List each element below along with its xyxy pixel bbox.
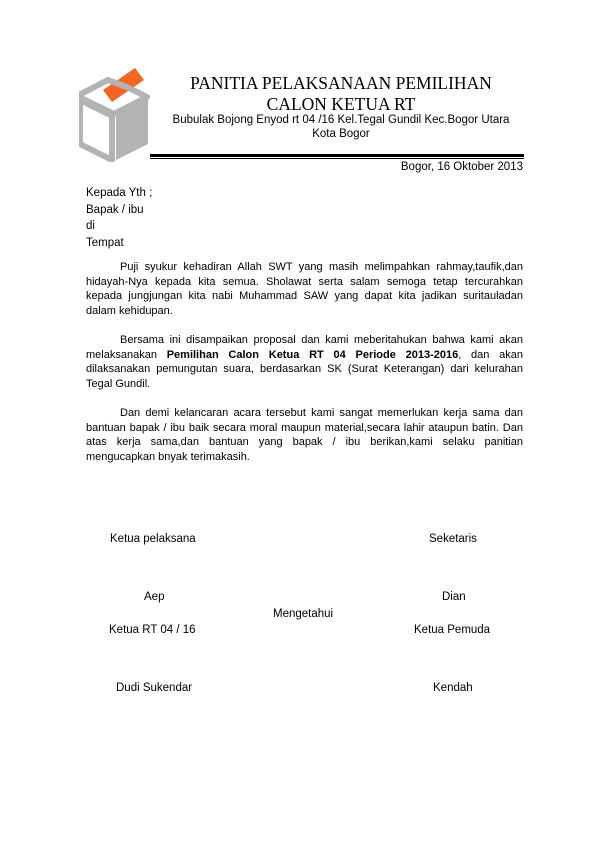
sign-left2-name: Dudi Sukendar — [116, 682, 193, 694]
ballot-box-icon — [79, 68, 151, 162]
recipient-line: Kepada Yth ; — [86, 187, 153, 199]
sign-left-role: Ketua pelaksana — [110, 533, 196, 545]
paragraph-text: Puji syukur kehadiran Allah SWT yang masih melimpahkan rahmay,taufik,dan hidayah-Nya kepada kita semua. Sholawat serta salam semoga tetap tercurahkan kepada jungjungan kita nabi Muhammad SAW yang dapat kita jadikan suritauladan dalam kehidupan. — [86, 261, 523, 317]
sign-right-role: Seketaris — [429, 533, 477, 545]
header-address-line2: Kota Bogor — [312, 128, 370, 140]
header-divider-thick — [150, 154, 524, 157]
sign-left2-role: Ketua RT 04 / 16 — [109, 624, 196, 636]
header-title-line1: PANITIA PELAKSANAAN PEMILIHAN — [190, 73, 492, 93]
header-address-line1: Bubulak Bojong Enyod rt 04 /16 Kel.Tegal Gundil Kec.Bogor Utara — [172, 114, 510, 126]
sign-right2-name: Kendah — [433, 682, 473, 694]
body-paragraph-1 — [86, 260, 523, 318]
recipient-line: Bapak / ibu — [86, 203, 144, 216]
recipient-line: Tempat — [86, 236, 124, 249]
sign-center-label: Mengetahui — [273, 608, 334, 620]
recipient-line: di — [86, 220, 95, 232]
body-paragraph-3 — [86, 406, 523, 464]
event-name: Pemilihan Calon Ketua RT 04 Periode 2013-2016 — [166, 348, 459, 361]
paragraph-text: Bersama ini disampaikan proposal dan kami meberitahukan bahwa kami akan melaksanakan — [86, 334, 523, 361]
header-title-line2: CALON KETUA RT — [266, 94, 416, 114]
letter-date: Bogor, 16 Oktober 2013 — [400, 161, 523, 173]
sign-left-name: Aep — [144, 591, 165, 603]
paragraph-text: Dan demi kelancaran acara tersebut kami sangat memerlukan kerja sama dan bantuan bapak / ibu baik secara moral maupun material,secara lahir ataupun batin. Dan atas kerja sama,dan bantuan yang bapak / ibu berikan,kami selaku panitian mengucapkan bnyak terimakasih. — [86, 407, 523, 463]
paragraph-text: , dan akan dilaksanakan pemungutan suara, berdasarkan SK (Surat Keterangan) dari kelurahan Tegal Gundil. — [86, 348, 524, 390]
recipient-block — [86, 185, 152, 251]
sign-right2-role: Ketua Pemuda — [414, 624, 491, 636]
sign-right-name: Dian — [442, 591, 466, 603]
body-paragraph-2 — [86, 333, 523, 391]
